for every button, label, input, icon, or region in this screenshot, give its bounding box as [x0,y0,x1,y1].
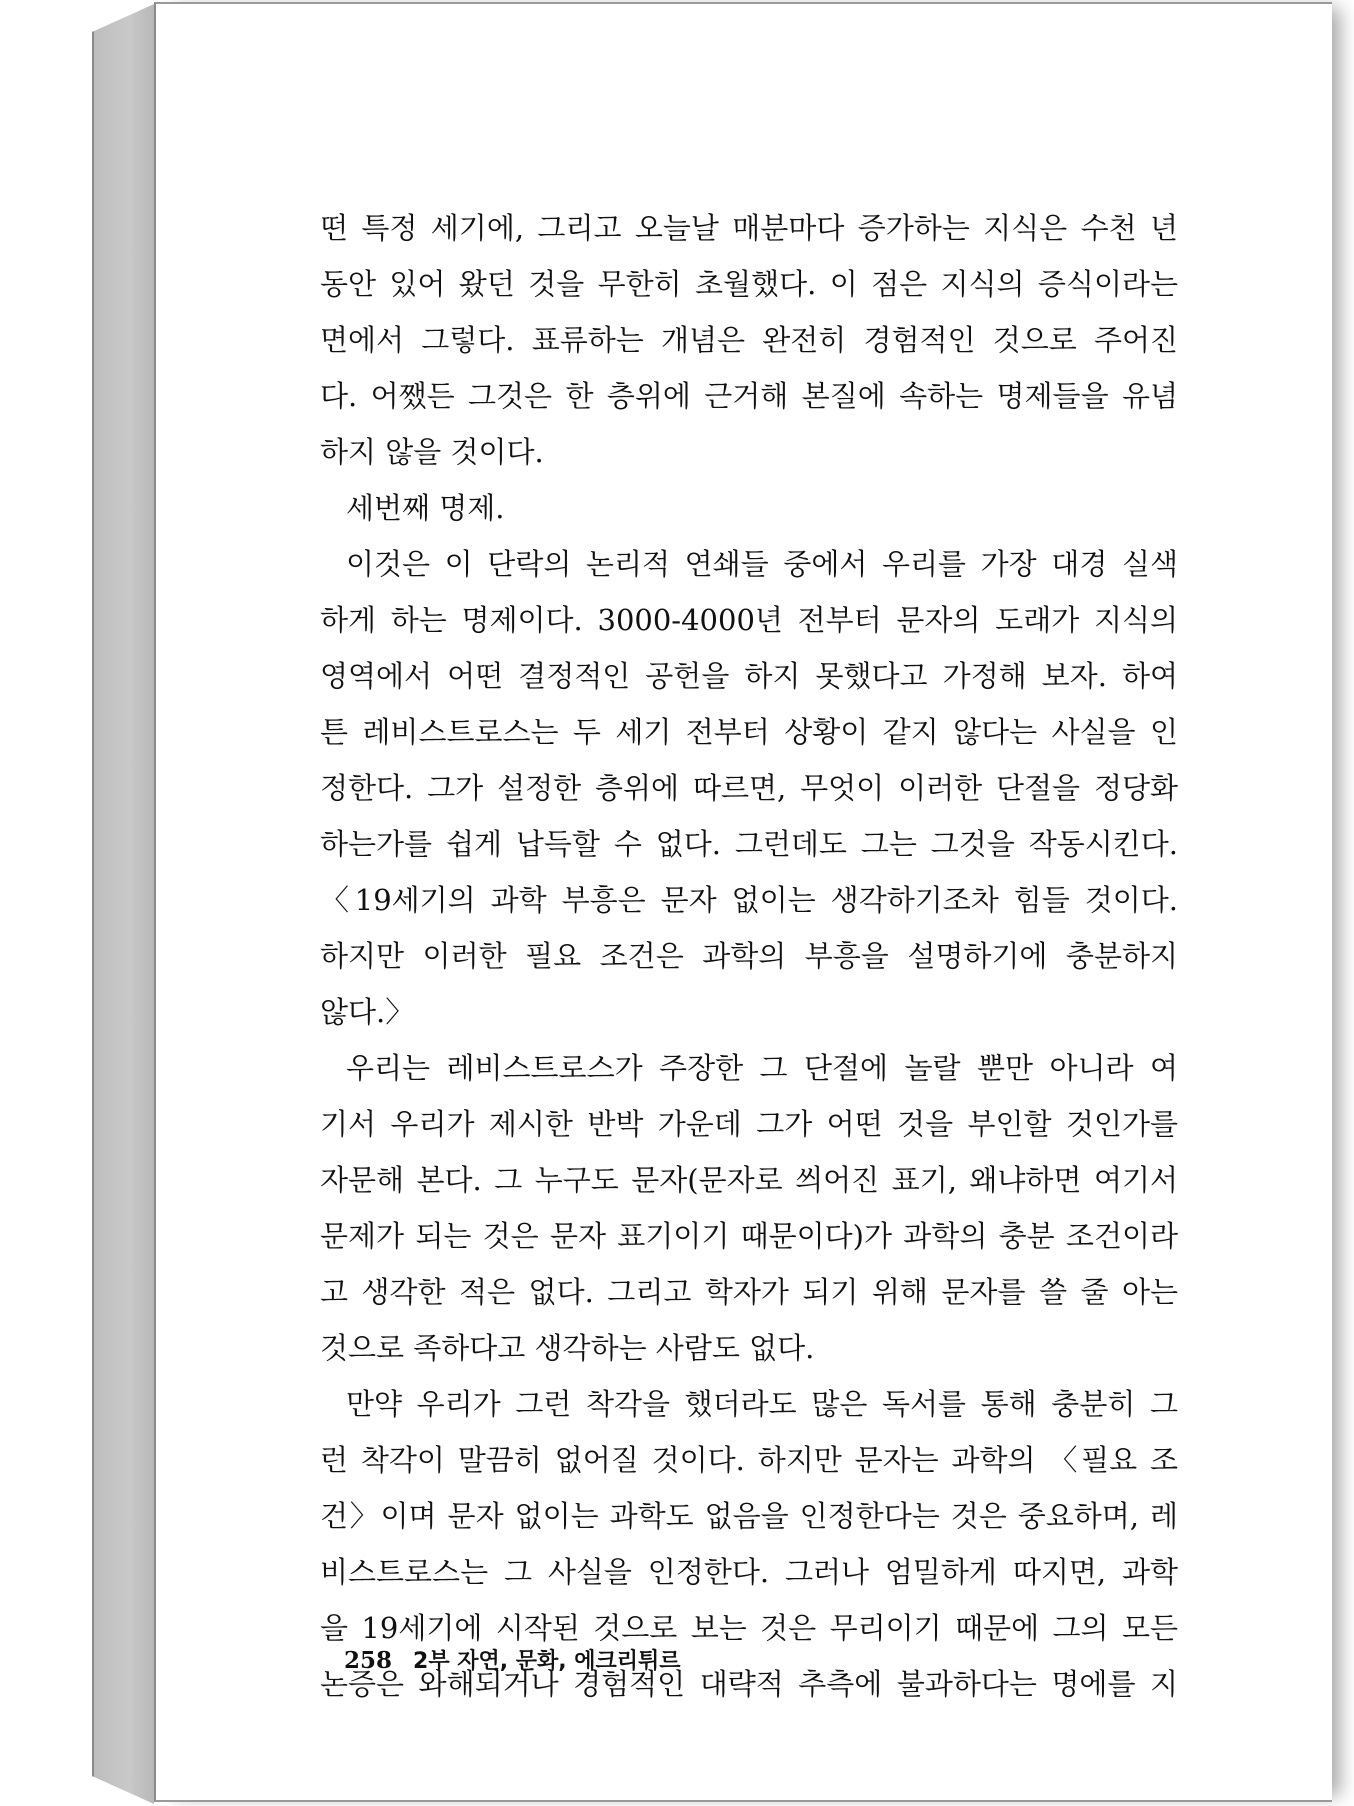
text-line: 하지만 이러한 필요 조건은 과학의 부흥을 설명하기에 충분하지 [320,939,1178,973]
book-page [154,2,1332,1802]
text-line: 다. 어쨌든 그것은 한 층위에 근거해 본질에 속하는 명제들을 유념 [320,379,1178,413]
page-number: 258 [344,1647,393,1674]
running-head: 2부 자연, 문화, 에크리튀르 [413,1649,681,1674]
text-line: 않다.〉 [320,995,415,1029]
section-heading: 세번째 명제. [346,491,505,525]
text-line: 영역에서 어떤 결정적인 공헌을 하지 못했다고 가정해 보자. 하여 [320,659,1178,693]
text-line: 하게 하는 명제이다. 3000-4000년 전부터 문자의 도래가 지식의 [320,603,1178,637]
text-line: 하지 않을 것이다. [320,435,544,469]
text-line: 정한다. 그가 설정한 층위에 따르면, 무엇이 이러한 단절을 정당화 [320,771,1178,805]
text-line: 고 생각한 적은 없다. 그리고 학자가 되기 위해 문자를 쓸 줄 아는 [320,1275,1178,1309]
text-line: 자문해 본다. 그 누구도 문자(문자로 씌어진 표기, 왜냐하면 여기서 [320,1163,1178,1197]
text-line: 하는가를 쉽게 납득할 수 없다. 그런데도 그는 그것을 작동시킨다. [320,827,1178,861]
text-line: 튼 레비스트로스는 두 세기 전부터 상황이 같지 않다는 사실을 인 [320,715,1178,749]
page-footer [344,1644,681,1675]
text-line: 면에서 그렇다. 표류하는 개념은 완전히 경험적인 것으로 주어진 [320,323,1178,357]
text-line: 〈19세기의 과학 부흥은 문자 없이는 생각하기조차 힘들 것이다. [320,883,1178,917]
text-line: 논증은 와해되거나 경험적인 대략적 추측에 불과하다는 명에를 지 [320,1667,1178,1701]
body-text [320,200,1178,1712]
book-spine-edge [92,4,154,1804]
text-line: 떤 특정 세기에, 그리고 오늘날 매분마다 증가하는 지식은 수천 년 [320,211,1178,245]
text-line: 것으로 족하다고 생각하는 사람도 없다. [320,1331,815,1365]
text-line: 런 착각이 말끔히 없어질 것이다. 하지만 문자는 과학의 〈필요 조 [320,1443,1178,1477]
text-line: 동안 있어 왔던 것을 무한히 초월했다. 이 점은 지식의 증식이라는 [320,267,1178,301]
text-line: 우리는 레비스트로스가 주장한 그 단절에 놀랄 뿐만 아니라 여 [346,1051,1178,1085]
text-line: 이것은 이 단락의 논리적 연쇄들 중에서 우리를 가장 대경 실색 [346,547,1178,581]
text-line: 기서 우리가 제시한 반박 가운데 그가 어떤 것을 부인할 것인가를 [320,1107,1178,1141]
text-line: 건〉이며 문자 없이는 과학도 없음을 인정한다는 것은 중요하며, 레 [320,1499,1178,1533]
text-line: 을 19세기에 시작된 것으로 보는 것은 무리이기 때문에 그의 모든 [320,1611,1178,1645]
text-line: 만약 우리가 그런 착각을 했더라도 많은 독서를 통해 충분히 그 [346,1387,1178,1421]
text-line: 비스트로스는 그 사실을 인정한다. 그러나 엄밀하게 따지면, 과학 [320,1555,1178,1589]
text-line: 문제가 되는 것은 문자 표기이기 때문이다)가 과학의 충분 조건이라 [320,1219,1178,1253]
